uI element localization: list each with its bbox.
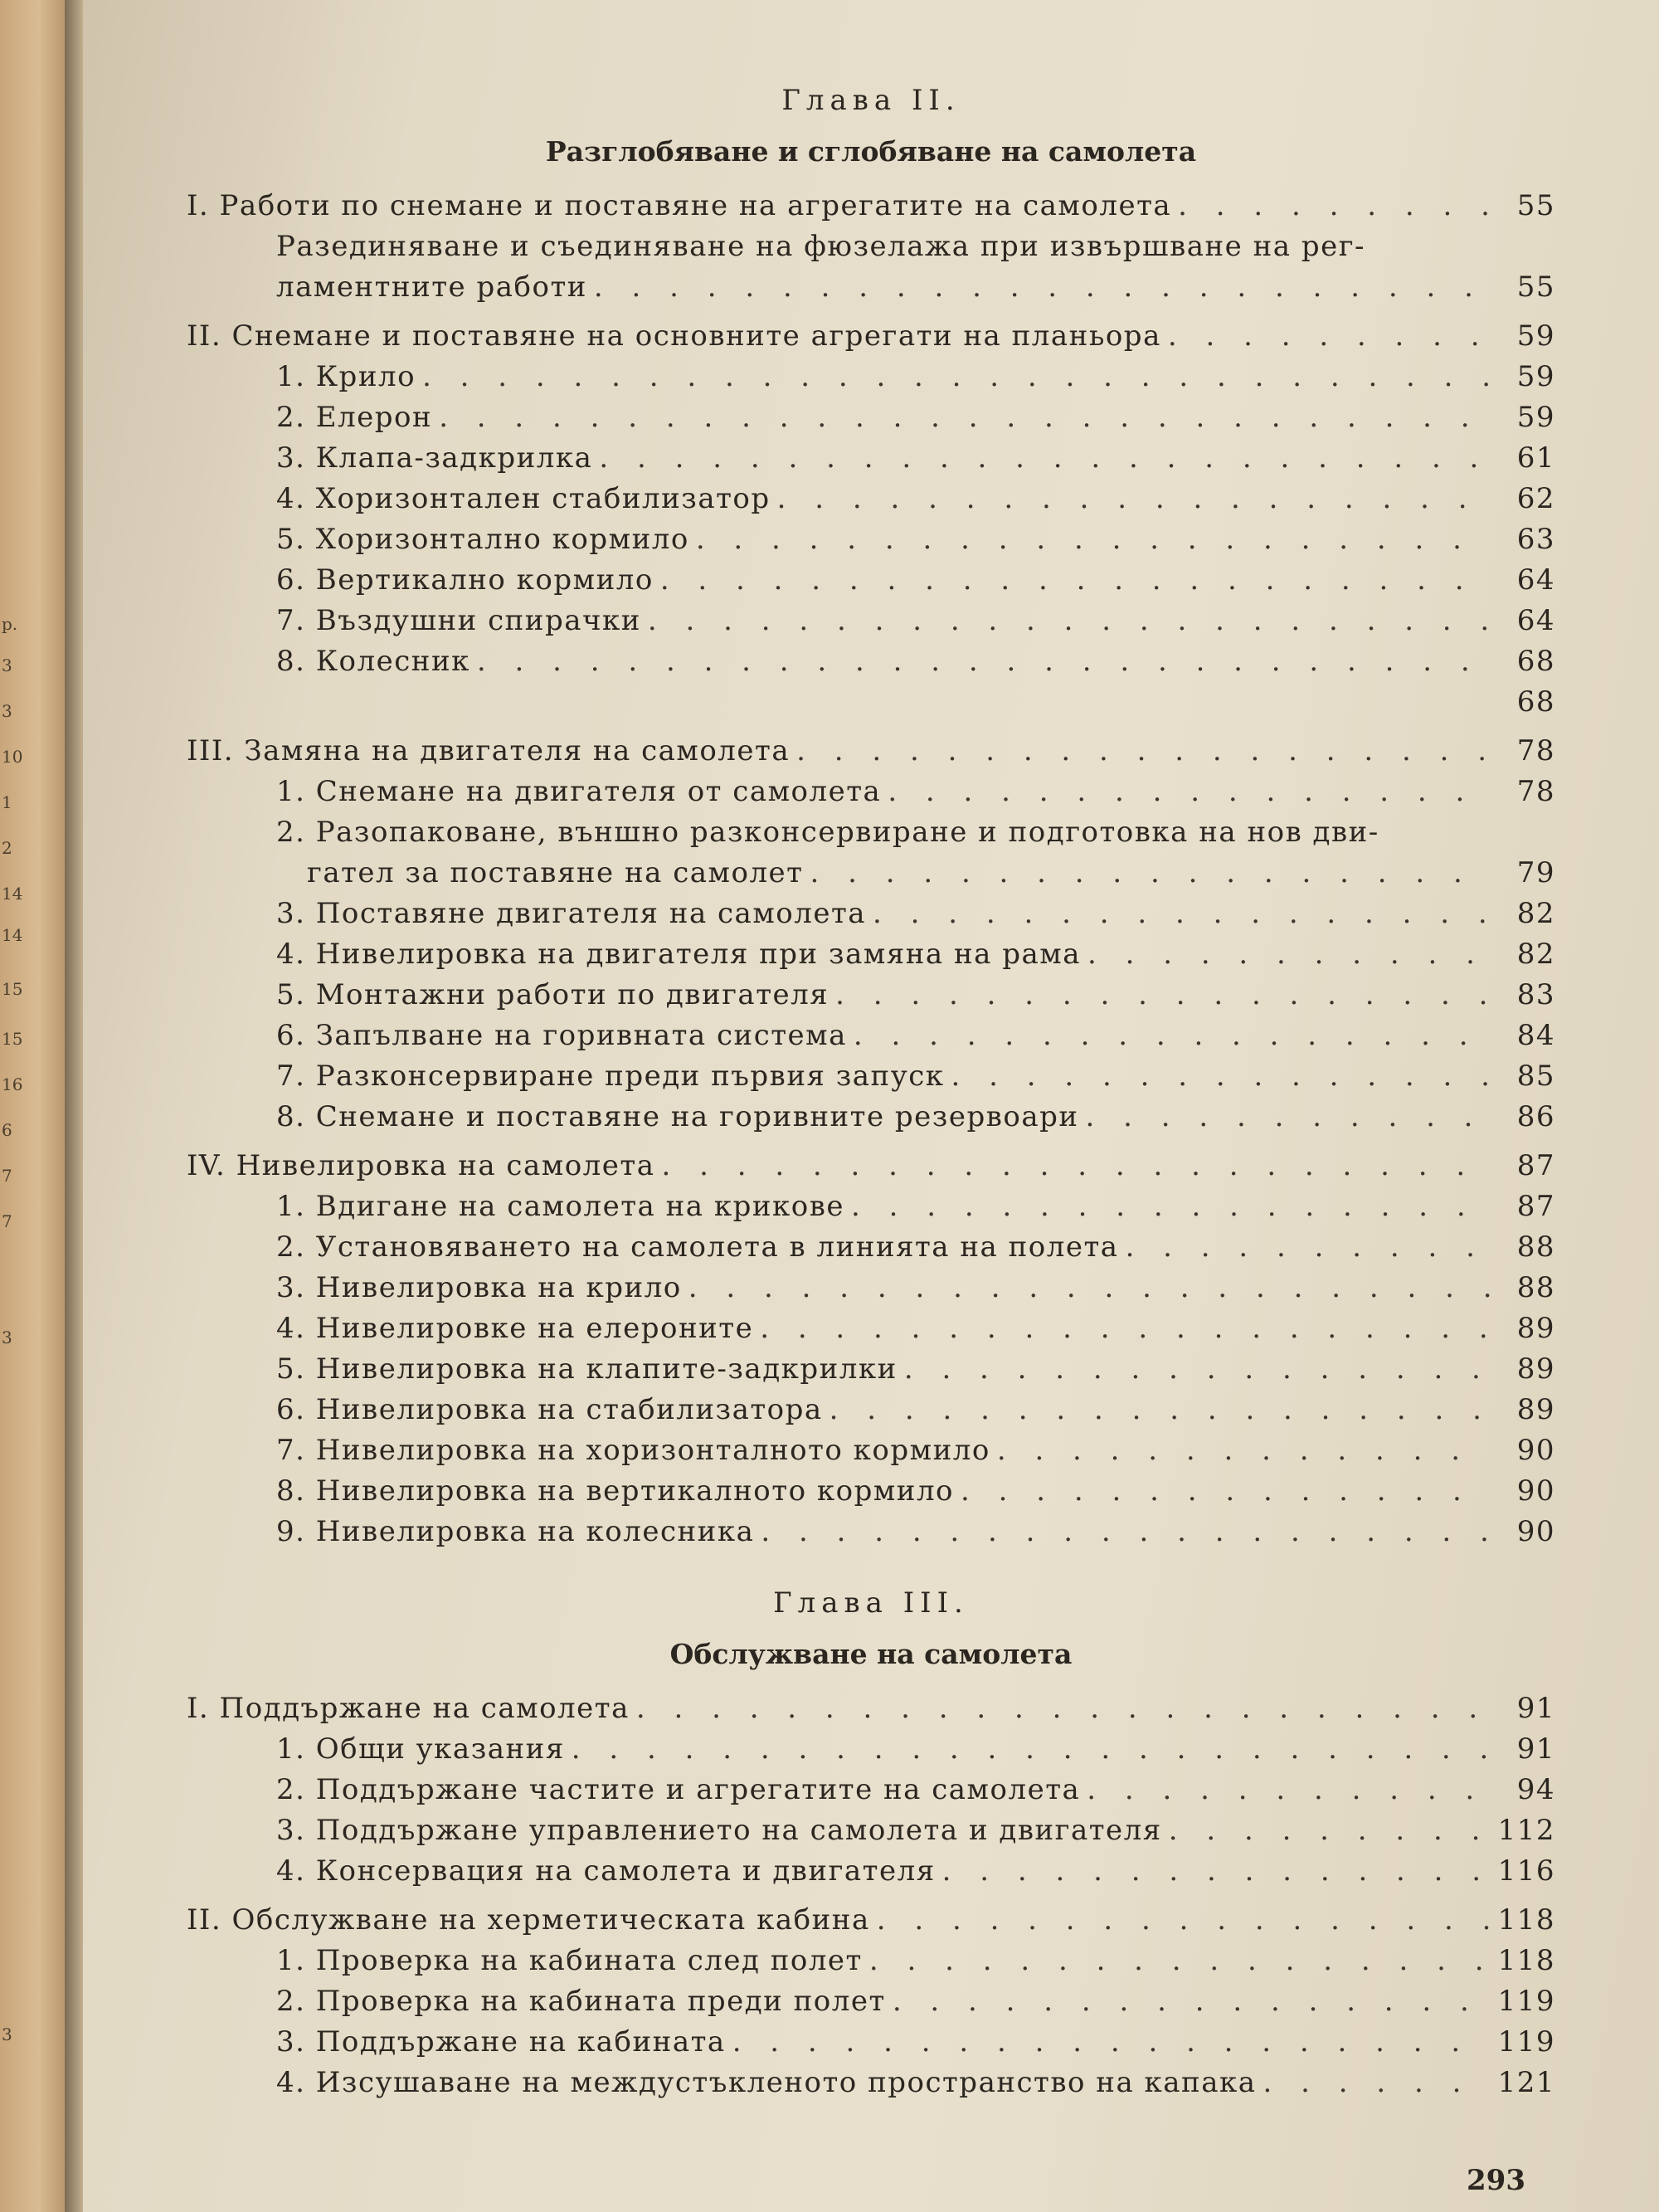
- toc-entry-title: 4. Нивелировка на двигателя при замяна на рама: [276, 938, 1081, 971]
- toc-entry: [187, 1430, 1555, 1471]
- toc-entry: [187, 641, 1555, 682]
- toc-page-number: 87: [1516, 1190, 1555, 1223]
- toc-page-number: 90: [1516, 1474, 1555, 1508]
- adjacent-page-fragment: 3: [2, 701, 12, 721]
- adjacent-page-fragment: 2: [2, 838, 12, 858]
- toc-entry-title: 5. Монтажни работи по двигателя: [276, 978, 830, 1011]
- toc-entry-title: 3. Клапа-задкрилка: [276, 441, 593, 475]
- dot-leader: [951, 1056, 1491, 1097]
- toc-entry-title: 3. Поддържане управлението на самолета и двигателя: [276, 1814, 1162, 1847]
- toc-entry-title: 5. Хоризонтално кормило: [276, 523, 689, 556]
- dot-leader: [893, 1981, 1491, 2022]
- toc-page-number: 82: [1516, 897, 1555, 930]
- dot-leader: [961, 1471, 1491, 1512]
- toc-entry-title: 6. Нивелировка на стабилизатора: [276, 1393, 823, 1426]
- dot-leader: [760, 1308, 1491, 1349]
- dot-leader: [660, 560, 1491, 601]
- toc-page-number: 118: [1497, 1903, 1555, 1937]
- toc-entry-title: 9. Нивелировка на колесника: [276, 1515, 755, 1548]
- dot-leader: [830, 1390, 1491, 1430]
- toc-page-number: 88: [1516, 1271, 1555, 1304]
- toc-entry: [187, 1851, 1555, 1892]
- toc-entry: [187, 1308, 1555, 1349]
- chapter-heading: Глава II.: [781, 84, 961, 117]
- toc-page-number: 59: [1516, 401, 1555, 434]
- spacer: [187, 1552, 1555, 1577]
- toc-section: [187, 1146, 1555, 1552]
- toc-page-number: 89: [1516, 1312, 1555, 1345]
- toc-entry-title: 4. Консервация на самолета и двигателя: [276, 1854, 936, 1888]
- toc-page-number: 121: [1497, 2066, 1555, 2099]
- toc-entry-title: 1. Общи указания: [276, 1732, 565, 1766]
- adjacent-page-fragment: 3: [2, 655, 12, 675]
- toc-entry-title: III. Замяна на двигателя на самолета: [187, 734, 791, 767]
- toc-entry: [187, 479, 1555, 519]
- dot-leader: [997, 1430, 1491, 1471]
- toc-entry: [187, 894, 1555, 934]
- toc-entry-title: II. Обслужване на херметическата кабина: [187, 1903, 870, 1937]
- toc-section: [187, 1688, 1555, 1892]
- dot-leader: [599, 438, 1491, 479]
- toc-entry: [187, 731, 1555, 772]
- toc-entry-title: II. Снемане и поставяне на основните агрегати на планьора: [187, 319, 1161, 353]
- adjacent-page-fragment: 14: [2, 925, 23, 945]
- toc-entry-title: 7. Въздушни спирачки: [276, 604, 641, 637]
- dot-leader: [835, 975, 1491, 1016]
- toc-entry-title: 3. Поставяне двигателя на самолета: [276, 897, 867, 930]
- dot-leader: [661, 1146, 1491, 1186]
- toc-page-number: 83: [1516, 978, 1555, 1011]
- adjacent-page-fragment: 14: [2, 884, 23, 904]
- dot-leader: [688, 1268, 1491, 1308]
- dot-leader: [1086, 1097, 1491, 1138]
- dot-leader: [572, 1729, 1491, 1770]
- toc-entry-title: 3. Нивелировка на крило: [276, 1271, 682, 1304]
- dot-leader: [732, 2022, 1491, 2063]
- dot-leader: [888, 772, 1491, 812]
- toc-entry-title: I. Работи по снемане и поставяне на агрегатите на самолета: [187, 189, 1172, 222]
- adjacent-page-fragment: 10: [2, 747, 23, 767]
- dot-leader: [877, 1900, 1491, 1941]
- toc-entry-title: 8. Снемане и поставяне на горивните резервоари: [276, 1100, 1079, 1133]
- toc-entry-title: 1. Снемане на двигателя от самолета: [276, 775, 882, 808]
- toc-entry: [187, 934, 1555, 975]
- toc-page-number: 55: [1516, 270, 1555, 304]
- toc-entry-title: 5. Нивелировка на клапите-задкрилки: [276, 1352, 898, 1386]
- toc-page-number: 68: [1516, 685, 1555, 719]
- toc-page-number: 94: [1516, 1773, 1555, 1806]
- toc-page-number: 61: [1516, 441, 1555, 475]
- dot-leader: [1087, 1770, 1491, 1810]
- book-gutter: [65, 0, 85, 2212]
- toc-entry: [187, 1186, 1555, 1227]
- toc-entry: [187, 1268, 1555, 1308]
- dot-leader: [854, 1016, 1491, 1056]
- toc-entry: [187, 1097, 1555, 1138]
- dot-leader: [1263, 2063, 1491, 2103]
- toc-section: [187, 316, 1555, 723]
- adjacent-page-fragment: р.: [2, 614, 18, 634]
- toc-entry-title: I. Поддържане на самолета: [187, 1692, 630, 1725]
- toc-entry: [187, 1471, 1555, 1512]
- dot-leader: [594, 267, 1491, 308]
- dot-leader: [1178, 186, 1491, 227]
- toc-entry: [187, 519, 1555, 560]
- toc-page-number: 84: [1516, 1019, 1555, 1052]
- toc-entry: [187, 560, 1555, 601]
- toc-entry: [187, 316, 1555, 357]
- toc-entry: [187, 1941, 1555, 1981]
- adjacent-page-fragment: 1: [2, 792, 12, 812]
- toc-entry-title: 8. Колесник: [276, 645, 470, 678]
- toc-entry-title: IV. Нивелировка на самолета: [187, 1149, 655, 1182]
- toc-entry-title: 2. Проверка на кабината преди полет: [276, 1985, 886, 2018]
- toc-entry-title: 4. Хоризонтален стабилизатор: [276, 482, 771, 515]
- toc-page-number: 88: [1516, 1230, 1555, 1264]
- dot-leader: [873, 894, 1491, 934]
- toc-entry-title: гател за поставяне на самолет: [307, 856, 804, 889]
- chapter-title: Разглобяване и сглобяване на самолета: [545, 135, 1197, 168]
- toc-page-number: 116: [1497, 1854, 1555, 1888]
- toc-entry-title: 3. Поддържане на кабината: [276, 2025, 726, 2059]
- dot-leader: [648, 601, 1491, 641]
- toc-entry: [187, 1390, 1555, 1430]
- table-of-contents: [187, 75, 1555, 2103]
- toc-entry: [187, 1729, 1555, 1770]
- toc-entry-title: 2. Разопаковане, външно разконсервиране и подготовка на нов дви-: [276, 816, 1379, 849]
- toc-page-number: 82: [1516, 938, 1555, 971]
- toc-entry: [187, 601, 1555, 641]
- toc-entry: [187, 1981, 1555, 2022]
- adjacent-page-fragment: 15: [2, 979, 23, 999]
- toc-entry: [187, 1688, 1555, 1729]
- toc-page-number: 68: [1516, 645, 1555, 678]
- toc-page-number: 78: [1516, 734, 1555, 767]
- toc-entry: [187, 267, 1555, 308]
- toc-page-number: 119: [1497, 2025, 1555, 2059]
- toc-entry: [187, 397, 1555, 438]
- chapter-heading: Глава III.: [773, 1586, 969, 1620]
- toc-entry-title: 7. Нивелировка на хоризонталното кормило: [276, 1434, 990, 1467]
- adjacent-page-fragment: 7: [2, 1166, 12, 1186]
- dot-leader: [1169, 1810, 1491, 1851]
- toc-entry: [187, 2022, 1555, 2063]
- toc-entry: [187, 682, 1555, 723]
- toc-entry-title: 4. Изсушаване на междустъкленото пространство на капака: [276, 2066, 1257, 2099]
- toc-page-number: 64: [1516, 563, 1555, 597]
- toc-entry-title: 1. Вдигане на самолета на крикове: [276, 1190, 844, 1223]
- toc-entry-title: ламентните работи: [276, 270, 587, 304]
- toc-entry-title: 2. Установяването на самолета в линията на полета: [276, 1230, 1119, 1264]
- toc-page-number: 119: [1497, 1985, 1555, 2018]
- adjacent-page-fragment: 7: [2, 1211, 12, 1231]
- dot-leader: [942, 1851, 1491, 1892]
- dot-leader: [422, 357, 1491, 397]
- adjacent-page-edge: [0, 0, 65, 2212]
- dot-leader: [439, 397, 1491, 438]
- toc-entry: [187, 2063, 1555, 2103]
- toc-page-number: 86: [1516, 1100, 1555, 1133]
- toc-page-number: 55: [1516, 189, 1555, 222]
- dot-leader: [796, 731, 1491, 772]
- toc-page-number: 118: [1497, 1944, 1555, 1977]
- toc-entry: [187, 1770, 1555, 1810]
- toc-page-number: 91: [1516, 1732, 1555, 1766]
- toc-entry: [187, 1349, 1555, 1390]
- toc-section: [187, 1900, 1555, 2103]
- adjacent-page-fragment: 6: [2, 1120, 12, 1140]
- toc-page-number: 90: [1516, 1515, 1555, 1548]
- toc-entry: [187, 1016, 1555, 1056]
- dot-leader: [477, 641, 1491, 682]
- dot-leader: [810, 853, 1491, 894]
- toc-entry: [187, 186, 1555, 227]
- dot-leader: [636, 1688, 1491, 1729]
- adjacent-page-fragment: 3: [2, 1328, 12, 1347]
- toc-entry-title: 2. Елерон: [276, 401, 433, 434]
- toc-entry-title: 4. Нивелировке на елероните: [276, 1312, 754, 1345]
- toc-page-number: 87: [1516, 1149, 1555, 1182]
- dot-leader: [1126, 1227, 1491, 1268]
- book-page: [83, 0, 1659, 2212]
- dot-leader: [869, 1941, 1491, 1981]
- dot-leader: [1168, 316, 1491, 357]
- toc-entry-title: 6. Вертикално кормило: [276, 563, 654, 597]
- toc-entry: [187, 1227, 1555, 1268]
- chapter-title: Обслужване на самолета: [669, 1638, 1073, 1670]
- adjacent-page-fragment: 16: [2, 1074, 23, 1094]
- toc-entry-title: 7. Разконсервиране преди първия запуск: [276, 1060, 945, 1093]
- dot-leader: [761, 1512, 1491, 1552]
- toc-entry-title: 6. Запълване на горивната система: [276, 1019, 847, 1052]
- dot-leader: [851, 1186, 1491, 1227]
- toc-entry-title: Разединяване и съединяване на фюзелажа при извършване на рег-: [276, 230, 1366, 263]
- toc-entry: [187, 1810, 1555, 1851]
- toc-section: [187, 731, 1555, 1138]
- toc-page-number: 79: [1516, 856, 1555, 889]
- toc-entry: [187, 975, 1555, 1016]
- toc-entry: [187, 1512, 1555, 1552]
- toc-page-number: 59: [1516, 319, 1555, 353]
- toc-page-number: 64: [1516, 604, 1555, 637]
- dot-leader: [696, 519, 1491, 560]
- dot-leader: [777, 479, 1491, 519]
- toc-entry-title: 2. Поддържане частите и агрегатите на самолета: [276, 1773, 1081, 1806]
- toc-page-number: 89: [1516, 1352, 1555, 1386]
- toc-page-number: 90: [1516, 1434, 1555, 1467]
- toc-entry: [187, 1056, 1555, 1097]
- toc-entry: [187, 1900, 1555, 1941]
- toc-page-number: 89: [1516, 1393, 1555, 1426]
- dot-leader: [1087, 934, 1491, 975]
- toc-page-number: 59: [1516, 360, 1555, 393]
- toc-page-number: 78: [1516, 775, 1555, 808]
- toc-entry: [187, 438, 1555, 479]
- toc-entry: [187, 772, 1555, 812]
- toc-section: [187, 186, 1555, 308]
- adjacent-page-fragment: 15: [2, 1029, 23, 1049]
- toc-page-number: 85: [1516, 1060, 1555, 1093]
- dot-leader: [904, 1349, 1491, 1390]
- toc-page-number: 112: [1497, 1814, 1555, 1847]
- toc-entry: [187, 1146, 1555, 1186]
- toc-page-number: 91: [1516, 1692, 1555, 1725]
- toc-entry-title: 1. Крило: [276, 360, 416, 393]
- page-number: 293: [1467, 2164, 1525, 2197]
- toc-entry: [187, 357, 1555, 397]
- toc-entry-title: 8. Нивелировка на вертикалното кормило: [276, 1474, 955, 1508]
- toc-page-number: 62: [1516, 482, 1555, 515]
- toc-entry-title: 1. Проверка на кабината след полет: [276, 1944, 863, 1977]
- toc-entry: [187, 853, 1555, 894]
- adjacent-page-fragment: 3: [2, 2024, 12, 2044]
- toc-page-number: 63: [1516, 523, 1555, 556]
